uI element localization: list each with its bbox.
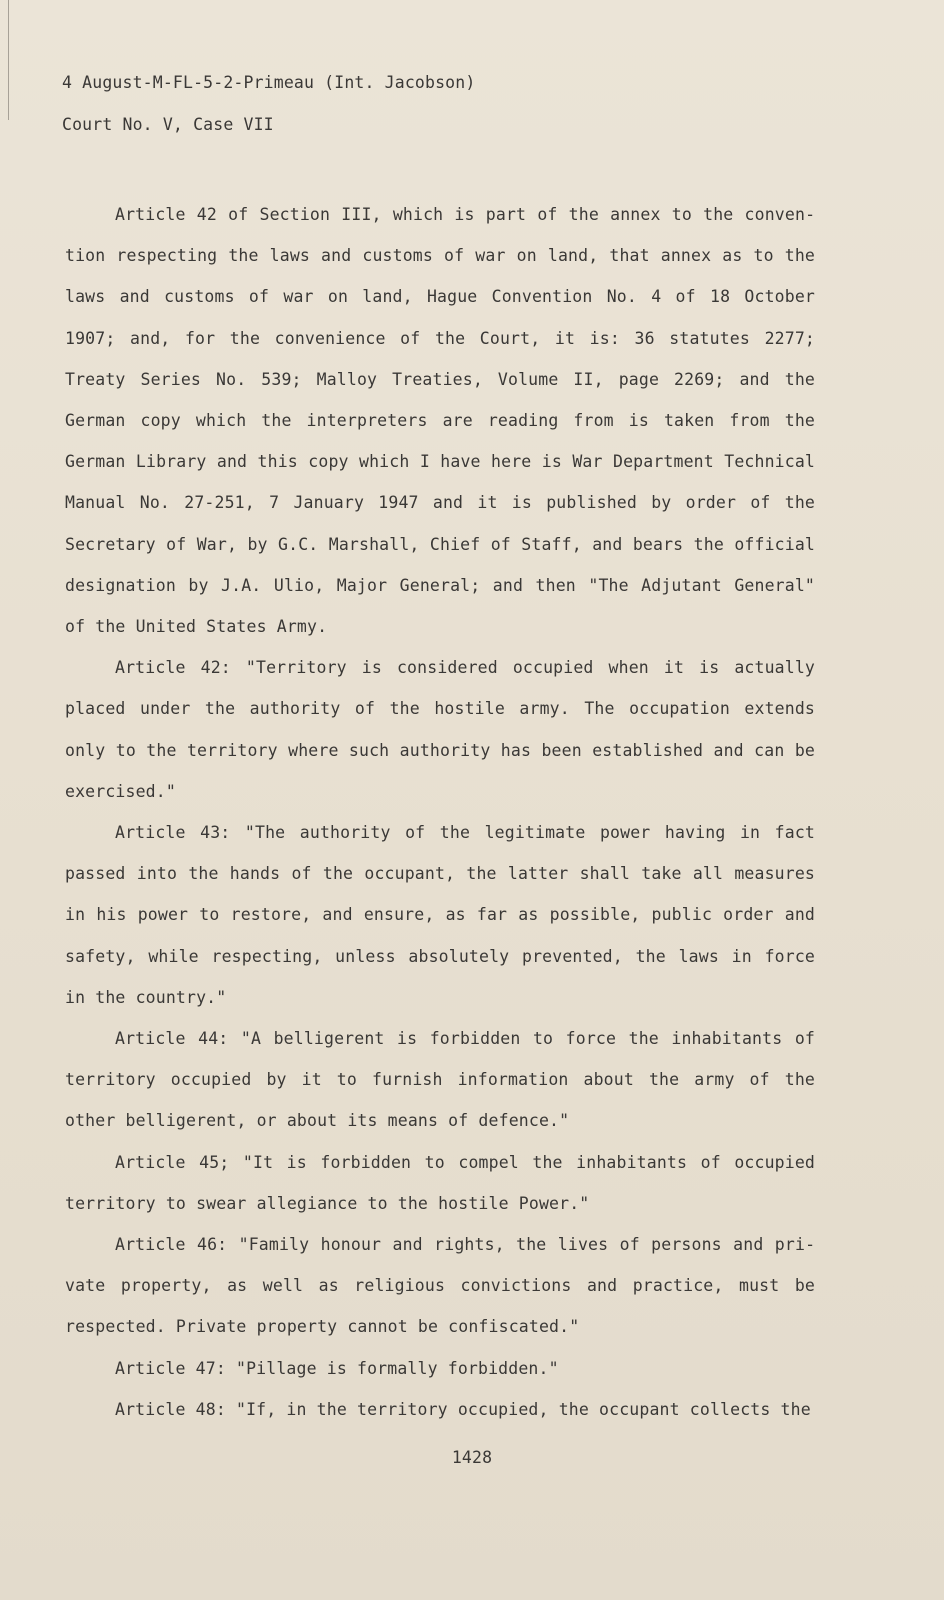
paragraph-article-42: Article 42: "Territory is considered occupied when it is actually placed under the authority of the hostile army. The occupation extends only to the territory where such authority has been established and can be exercised."	[65, 658, 815, 801]
paragraph-article-48: Article 48: "If, in the territory occupied, the occupant collects the	[115, 1399, 811, 1419]
page-edge-line	[8, 0, 9, 120]
paragraph-article-43: Article 43: "The authority of the legitimate power having in fact passed into the hands of the occupant, the latter shall take all measures in his power to restore, and ensure, as far as possible, public order and safety, while respecting, unless absolutely prevented, the laws in force in the country."	[65, 823, 815, 1007]
header-reference-line: 4 August-M-FL-5-2-Primeau (Int. Jacobson)	[62, 73, 476, 92]
paragraph-article-45: Article 45; "It is forbidden to compel the inhabitants of occupied territory to swear allegiance to the hostile Power."	[65, 1152, 815, 1213]
paragraph-intro: Article 42 of Section III, which is part of the annex to the convention respecting the laws and customs of war on land, that annex as to the laws and customs of war on land, Hague Convention No. 4 of 18 October 1907; and, for the convenience of the Court, it is: 36 statutes 2277; Treaty Series No. 539; Malloy Treaties, Volume II, page 2269; and the German copy which the interpreters are reading from is taken from the German Library and this copy which I have here is War Department Technical Manual No. 27-251, 7 January 1947 and it is published by order of the Secretary of War, by G.C. Marshall, Chief of Staff, and bears the official designation by J.A. Ulio, Major General; and then "The Adjutant General" of the United States Army.	[65, 205, 815, 637]
page-number: 1428	[451, 1448, 493, 1467]
paragraph-article-46: Article 46: "Family honour and rights, the lives of persons and private property, as well as religious convictions and practice, must be respected. Private property cannot be confiscated."	[65, 1235, 815, 1337]
header-court-line: Court No. V, Case VII	[62, 115, 274, 134]
paragraph-article-44: Article 44: "A belligerent is forbidden to force the inhabitants of territory occupied by it to furnish information about the army of the other belligerent, or about its means of defence."	[65, 1029, 815, 1131]
document-body	[65, 194, 815, 1430]
paragraph-article-47: Article 47: "Pillage is formally forbidden."	[115, 1358, 559, 1378]
